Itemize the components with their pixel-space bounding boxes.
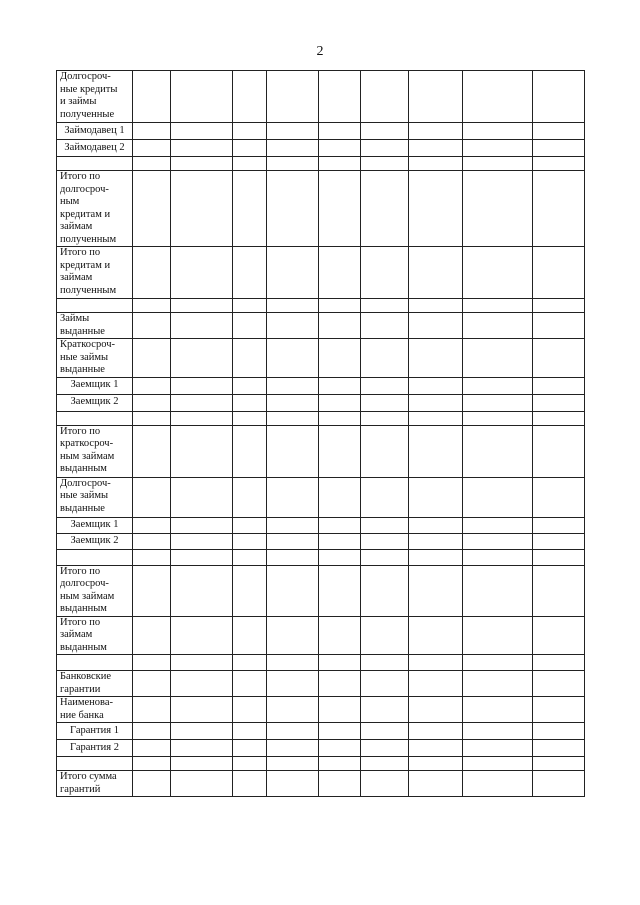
- empty-cell: [463, 565, 533, 616]
- table-row: [57, 313, 585, 339]
- empty-cell: [319, 377, 361, 394]
- row-label: Итого сумма гарантий: [57, 771, 133, 797]
- empty-cell: [267, 123, 319, 140]
- row-label: Краткосроч- ные займы выданные: [57, 339, 133, 378]
- empty-cell: [171, 394, 233, 411]
- empty-cell: [133, 425, 171, 477]
- empty-cell: [267, 697, 319, 723]
- empty-cell: [463, 697, 533, 723]
- empty-cell: [133, 477, 171, 517]
- empty-cell: [409, 533, 463, 549]
- table-row: [57, 425, 585, 477]
- empty-cell: [409, 123, 463, 140]
- empty-cell: [233, 697, 267, 723]
- empty-cell: [533, 757, 585, 771]
- empty-cell: [133, 533, 171, 549]
- empty-cell: [463, 247, 533, 299]
- empty-cell: [463, 71, 533, 123]
- empty-cell: [133, 123, 171, 140]
- empty-cell: [267, 477, 319, 517]
- empty-cell: [319, 697, 361, 723]
- empty-cell: [171, 757, 233, 771]
- empty-cell: [319, 757, 361, 771]
- empty-cell: [361, 411, 409, 425]
- empty-cell: [533, 157, 585, 171]
- empty-cell: [463, 671, 533, 697]
- empty-cell: [133, 771, 171, 797]
- empty-cell: [133, 757, 171, 771]
- empty-cell: [233, 171, 267, 247]
- empty-cell: [233, 157, 267, 171]
- empty-cell: [463, 425, 533, 477]
- empty-cell: [463, 757, 533, 771]
- empty-cell: [463, 339, 533, 378]
- empty-cell: [233, 671, 267, 697]
- financial-form-table: [56, 70, 585, 797]
- empty-cell: [233, 425, 267, 477]
- empty-cell: [409, 723, 463, 740]
- empty-cell: [133, 171, 171, 247]
- empty-cell: [171, 477, 233, 517]
- row-label: Итого по долгосроч- ным займам выданным: [57, 565, 133, 616]
- empty-cell: [409, 517, 463, 533]
- empty-cell: [463, 299, 533, 313]
- row-label: Долгосроч- ные кредиты и займы полученные: [57, 71, 133, 123]
- empty-cell: [533, 655, 585, 671]
- empty-cell: [409, 616, 463, 655]
- empty-cell: [233, 740, 267, 757]
- empty-cell: [409, 655, 463, 671]
- empty-cell: [319, 157, 361, 171]
- empty-cell: [267, 655, 319, 671]
- empty-cell: [171, 740, 233, 757]
- empty-cell: [319, 339, 361, 378]
- empty-cell: [319, 247, 361, 299]
- empty-cell: [319, 394, 361, 411]
- row-label: Займы выданные: [57, 313, 133, 339]
- empty-cell: [319, 723, 361, 740]
- empty-cell: [533, 517, 585, 533]
- empty-cell: [233, 411, 267, 425]
- empty-cell: [533, 247, 585, 299]
- empty-cell: [409, 771, 463, 797]
- empty-cell: [361, 757, 409, 771]
- empty-cell: [533, 697, 585, 723]
- row-label: Заемщик 1: [57, 377, 133, 394]
- empty-cell: [319, 425, 361, 477]
- table-row: [57, 671, 585, 697]
- empty-cell: [409, 740, 463, 757]
- empty-cell: [463, 140, 533, 157]
- empty-cell: [171, 616, 233, 655]
- table-row: [57, 171, 585, 247]
- empty-cell: [319, 565, 361, 616]
- empty-cell: [533, 565, 585, 616]
- empty-cell: [533, 740, 585, 757]
- empty-cell: [319, 299, 361, 313]
- empty-cell: [267, 411, 319, 425]
- table-row: [57, 771, 585, 797]
- empty-cell: [533, 411, 585, 425]
- table-row: [57, 565, 585, 616]
- row-label: Итого по краткосроч- ным займам выданным: [57, 425, 133, 477]
- empty-cell: [233, 565, 267, 616]
- table-row: [57, 697, 585, 723]
- empty-cell: [171, 140, 233, 157]
- empty-cell: [409, 477, 463, 517]
- table-row: [57, 123, 585, 140]
- empty-cell: [171, 697, 233, 723]
- blank-row-label: [57, 549, 133, 565]
- empty-cell: [233, 616, 267, 655]
- empty-cell: [319, 655, 361, 671]
- empty-cell: [463, 771, 533, 797]
- empty-cell: [409, 697, 463, 723]
- empty-cell: [267, 171, 319, 247]
- empty-cell: [533, 313, 585, 339]
- empty-cell: [171, 723, 233, 740]
- empty-cell: [133, 71, 171, 123]
- empty-cell: [361, 71, 409, 123]
- empty-cell: [171, 157, 233, 171]
- row-label: Заемщик 2: [57, 533, 133, 549]
- empty-cell: [171, 411, 233, 425]
- row-label: Долгосроч- ные займы выданные: [57, 477, 133, 517]
- empty-cell: [171, 299, 233, 313]
- empty-cell: [133, 157, 171, 171]
- table-row: [57, 477, 585, 517]
- empty-cell: [533, 723, 585, 740]
- empty-cell: [133, 299, 171, 313]
- empty-cell: [463, 157, 533, 171]
- empty-cell: [171, 247, 233, 299]
- empty-cell: [267, 394, 319, 411]
- row-label: Итого по кредитам и займам полученным: [57, 247, 133, 299]
- empty-cell: [361, 394, 409, 411]
- empty-cell: [319, 616, 361, 655]
- row-label: Итого по долгосроч- ным кредитам и займам полученным: [57, 171, 133, 247]
- empty-cell: [233, 771, 267, 797]
- empty-cell: [463, 477, 533, 517]
- blank-row-label: [57, 299, 133, 313]
- empty-cell: [233, 723, 267, 740]
- table-row: [57, 740, 585, 757]
- empty-cell: [409, 157, 463, 171]
- empty-cell: [171, 123, 233, 140]
- row-label: Займодавец 2: [57, 140, 133, 157]
- empty-cell: [171, 377, 233, 394]
- empty-cell: [463, 655, 533, 671]
- page-number: 2: [316, 44, 324, 59]
- empty-cell: [233, 394, 267, 411]
- empty-cell: [463, 533, 533, 549]
- empty-cell: [233, 140, 267, 157]
- empty-cell: [463, 517, 533, 533]
- empty-cell: [171, 565, 233, 616]
- row-label: Итого по займам выданным: [57, 616, 133, 655]
- blank-row-label: [57, 411, 133, 425]
- empty-cell: [533, 339, 585, 378]
- empty-cell: [233, 339, 267, 378]
- empty-cell: [133, 549, 171, 565]
- empty-cell: [533, 123, 585, 140]
- empty-cell: [319, 313, 361, 339]
- empty-cell: [409, 247, 463, 299]
- empty-cell: [319, 533, 361, 549]
- blank-row-label: [57, 655, 133, 671]
- empty-cell: [133, 616, 171, 655]
- empty-cell: [233, 299, 267, 313]
- empty-cell: [533, 425, 585, 477]
- empty-cell: [233, 655, 267, 671]
- empty-cell: [171, 533, 233, 549]
- empty-cell: [361, 723, 409, 740]
- empty-cell: [133, 377, 171, 394]
- empty-cell: [171, 655, 233, 671]
- empty-cell: [233, 549, 267, 565]
- empty-cell: [463, 411, 533, 425]
- table-row: [57, 339, 585, 378]
- empty-cell: [409, 313, 463, 339]
- table-row: [57, 655, 585, 671]
- empty-cell: [267, 740, 319, 757]
- empty-cell: [133, 339, 171, 378]
- empty-cell: [171, 313, 233, 339]
- empty-cell: [267, 549, 319, 565]
- empty-cell: [409, 411, 463, 425]
- empty-cell: [409, 339, 463, 378]
- empty-cell: [267, 671, 319, 697]
- empty-cell: [361, 477, 409, 517]
- empty-cell: [319, 517, 361, 533]
- empty-cell: [533, 377, 585, 394]
- empty-cell: [533, 533, 585, 549]
- empty-cell: [409, 565, 463, 616]
- empty-cell: [361, 671, 409, 697]
- row-label: Банковские гарантии: [57, 671, 133, 697]
- empty-cell: [409, 299, 463, 313]
- empty-cell: [361, 247, 409, 299]
- empty-cell: [409, 394, 463, 411]
- empty-cell: [319, 71, 361, 123]
- empty-cell: [533, 616, 585, 655]
- row-label: Заемщик 2: [57, 394, 133, 411]
- empty-cell: [463, 723, 533, 740]
- empty-cell: [133, 565, 171, 616]
- empty-cell: [361, 425, 409, 477]
- empty-cell: [533, 477, 585, 517]
- empty-cell: [319, 140, 361, 157]
- empty-cell: [533, 771, 585, 797]
- empty-cell: [233, 377, 267, 394]
- table-row: [57, 723, 585, 740]
- empty-cell: [319, 123, 361, 140]
- empty-cell: [533, 71, 585, 123]
- empty-cell: [361, 123, 409, 140]
- empty-cell: [233, 71, 267, 123]
- empty-cell: [267, 517, 319, 533]
- table-row: [57, 377, 585, 394]
- empty-cell: [267, 377, 319, 394]
- empty-cell: [361, 140, 409, 157]
- empty-cell: [233, 533, 267, 549]
- empty-cell: [409, 671, 463, 697]
- empty-cell: [267, 425, 319, 477]
- empty-cell: [361, 655, 409, 671]
- empty-cell: [409, 549, 463, 565]
- table-body: [57, 71, 585, 797]
- empty-cell: [267, 771, 319, 797]
- empty-cell: [533, 140, 585, 157]
- row-label: Займодавец 1: [57, 123, 133, 140]
- empty-cell: [361, 549, 409, 565]
- empty-cell: [267, 533, 319, 549]
- empty-cell: [267, 247, 319, 299]
- table-row: [57, 411, 585, 425]
- empty-cell: [267, 339, 319, 378]
- empty-cell: [171, 771, 233, 797]
- empty-cell: [463, 377, 533, 394]
- empty-cell: [171, 171, 233, 247]
- empty-cell: [533, 671, 585, 697]
- empty-cell: [533, 171, 585, 247]
- empty-cell: [361, 616, 409, 655]
- empty-cell: [319, 171, 361, 247]
- table-row: [57, 394, 585, 411]
- empty-cell: [319, 771, 361, 797]
- table-row: [57, 71, 585, 123]
- empty-cell: [361, 299, 409, 313]
- empty-cell: [233, 247, 267, 299]
- empty-cell: [463, 394, 533, 411]
- table-row: [57, 157, 585, 171]
- empty-cell: [409, 377, 463, 394]
- empty-cell: [409, 140, 463, 157]
- empty-cell: [133, 740, 171, 757]
- empty-cell: [133, 247, 171, 299]
- empty-cell: [463, 740, 533, 757]
- empty-cell: [319, 411, 361, 425]
- empty-cell: [233, 313, 267, 339]
- empty-cell: [463, 313, 533, 339]
- empty-cell: [171, 549, 233, 565]
- empty-cell: [361, 697, 409, 723]
- empty-cell: [267, 299, 319, 313]
- empty-cell: [233, 517, 267, 533]
- empty-cell: [463, 616, 533, 655]
- empty-cell: [133, 697, 171, 723]
- row-label: Заемщик 1: [57, 517, 133, 533]
- empty-cell: [533, 549, 585, 565]
- empty-cell: [409, 171, 463, 247]
- empty-cell: [409, 425, 463, 477]
- empty-cell: [133, 671, 171, 697]
- empty-cell: [267, 757, 319, 771]
- blank-row-label: [57, 157, 133, 171]
- table-row: [57, 616, 585, 655]
- empty-cell: [133, 655, 171, 671]
- empty-cell: [171, 425, 233, 477]
- empty-cell: [463, 123, 533, 140]
- empty-cell: [133, 723, 171, 740]
- empty-cell: [267, 157, 319, 171]
- empty-cell: [233, 477, 267, 517]
- empty-cell: [133, 517, 171, 533]
- empty-cell: [133, 394, 171, 411]
- row-label: Гарантия 1: [57, 723, 133, 740]
- empty-cell: [233, 757, 267, 771]
- empty-cell: [361, 377, 409, 394]
- empty-cell: [361, 565, 409, 616]
- empty-cell: [267, 565, 319, 616]
- empty-cell: [361, 771, 409, 797]
- empty-cell: [267, 313, 319, 339]
- empty-cell: [267, 616, 319, 655]
- table-row: [57, 533, 585, 549]
- table-row: [57, 140, 585, 157]
- table-row: [57, 247, 585, 299]
- empty-cell: [361, 157, 409, 171]
- empty-cell: [319, 671, 361, 697]
- empty-cell: [361, 339, 409, 378]
- empty-cell: [133, 140, 171, 157]
- empty-cell: [409, 757, 463, 771]
- table-row: [57, 549, 585, 565]
- empty-cell: [463, 171, 533, 247]
- table-row: [57, 757, 585, 771]
- empty-cell: [319, 740, 361, 757]
- empty-cell: [319, 477, 361, 517]
- empty-cell: [267, 140, 319, 157]
- empty-cell: [319, 549, 361, 565]
- empty-cell: [133, 313, 171, 339]
- empty-cell: [267, 723, 319, 740]
- empty-cell: [267, 71, 319, 123]
- empty-cell: [361, 517, 409, 533]
- empty-cell: [409, 71, 463, 123]
- empty-cell: [133, 411, 171, 425]
- empty-cell: [361, 171, 409, 247]
- row-label: Наименова- ние банка: [57, 697, 133, 723]
- empty-cell: [361, 740, 409, 757]
- table-row: [57, 299, 585, 313]
- empty-cell: [533, 299, 585, 313]
- empty-cell: [171, 339, 233, 378]
- row-label: Гарантия 2: [57, 740, 133, 757]
- empty-cell: [171, 517, 233, 533]
- empty-cell: [171, 71, 233, 123]
- empty-cell: [233, 123, 267, 140]
- table-row: [57, 517, 585, 533]
- empty-cell: [361, 533, 409, 549]
- empty-cell: [171, 671, 233, 697]
- empty-cell: [361, 313, 409, 339]
- blank-row-label: [57, 757, 133, 771]
- empty-cell: [463, 549, 533, 565]
- empty-cell: [533, 394, 585, 411]
